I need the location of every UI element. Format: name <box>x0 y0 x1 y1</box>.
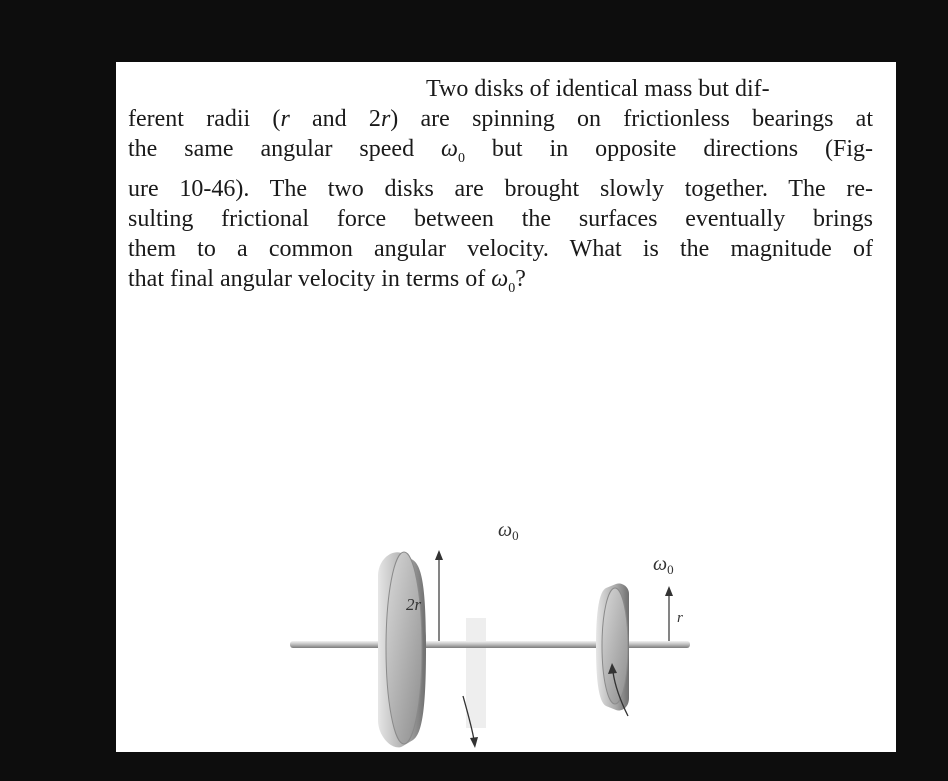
figure-disks-on-axle <box>276 458 696 748</box>
large-radius-label: 2r <box>406 595 422 614</box>
problem-text-segment: the same angular speed <box>128 136 442 162</box>
problem-text-segment: ω <box>441 136 458 162</box>
large-disk-omega-label: $\omega_0$ <box>498 519 519 543</box>
problem-page <box>116 62 896 752</box>
small-radius-label: r <box>677 610 683 626</box>
problem-text-segment: and 2 <box>289 106 381 132</box>
problem-text-segment: r <box>380 106 391 132</box>
problem-text-segment: ure 10-46). The two disks are brought slowly together. The re- <box>128 175 873 202</box>
problem-line <box>128 204 873 234</box>
problem-statement <box>128 74 873 304</box>
small-radius-arrow <box>665 586 673 641</box>
problem-text-segment: 0 <box>508 280 516 296</box>
problem-text-segment: Two disks of identical mass but dif- <box>426 76 770 102</box>
large-radius-arrow <box>435 550 443 641</box>
problem-line <box>128 104 873 134</box>
problem-text-segment: ? <box>515 265 526 292</box>
problem-text-segment: but in opposite directions (Fig- <box>464 136 873 162</box>
problem-text-segment: ω <box>491 265 509 292</box>
problem-text-segment: them to a common angular velocity. What is the magnitude of <box>128 235 873 262</box>
problem-line <box>128 74 873 104</box>
axle <box>290 641 690 648</box>
small-disk-omega-label: $\omega_0$ <box>653 553 674 577</box>
problem-line <box>128 264 873 304</box>
small-disk <box>596 583 629 710</box>
problem-text-segment: that final angular velocity in terms of <box>128 265 492 292</box>
problem-text-segment: ferent radii ( <box>128 106 281 132</box>
problem-line <box>128 234 873 264</box>
problem-text-segment: sulting frictional force between the surfaces eventually brings <box>128 205 873 232</box>
shadow-left <box>466 618 486 728</box>
problem-text-segment: r <box>280 106 290 132</box>
problem-text-segment: 0 <box>457 150 465 166</box>
large-disk <box>378 552 426 747</box>
figure-svg <box>276 458 696 748</box>
problem-line <box>128 134 873 174</box>
problem-text-segment: ) are spinning on frictionless bearings at <box>390 106 874 132</box>
problem-line <box>128 174 873 204</box>
